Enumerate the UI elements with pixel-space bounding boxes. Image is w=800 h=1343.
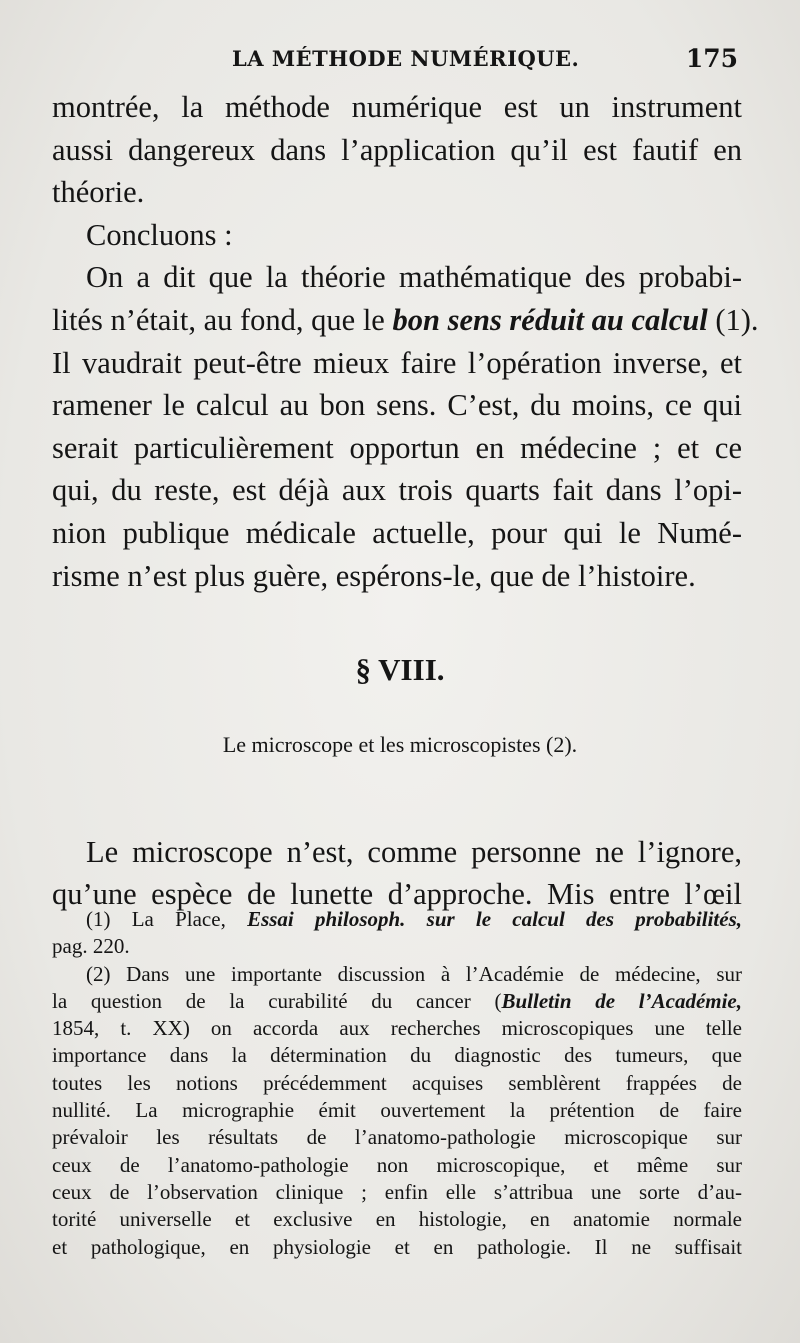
text-run: la question de la curabilité du cancer ( [52, 988, 502, 1013]
footnote-line: toutes les notions précédemment acquises semblèrent frappées de [52, 1070, 742, 1095]
text-run: lités n’était, au fond, que le [52, 302, 393, 337]
paragraph-4 [52, 831, 742, 916]
footnote-2 [52, 961, 742, 1261]
footnote-1 [52, 906, 742, 961]
footnote-line: nullité. La micrographie émit ouvertement la prétention de faire [52, 1098, 742, 1123]
running-title: LA MÉTHODE NUMÉRIQUE. [232, 46, 580, 71]
page-header [52, 46, 738, 80]
text-line: Il vaudrait peut-être mieux faire l’opération inverse, et [52, 345, 742, 380]
page-number: 175 [685, 44, 738, 73]
paragraph-2 [52, 214, 742, 257]
text-line: aussi dangereux dans l’application qu’il est fautif en [52, 132, 742, 167]
footnote-line: (2) Dans une importante discussion à l’Académie de médecine, sur [86, 961, 742, 986]
footnote-ref: (1). [707, 302, 759, 337]
main-text [52, 86, 759, 597]
footnote-line: torité universelle et exclusive en histologie, en anatomie normale [52, 1207, 742, 1232]
text-line: On a dit que la théorie mathématique des probabi- [86, 260, 742, 295]
text-line: risme n’est plus guère, espérons-le, que de l’histoire. [52, 558, 696, 593]
footnote-line [52, 988, 742, 1015]
text-line: théorie. [52, 175, 145, 210]
footnote-line: importance dans la détermination du diagnostic des tumeurs, que [52, 1043, 742, 1068]
section-heading: § VIII. [355, 652, 445, 687]
footnote-line: prévaloir les résultats de l’anatomo-pathologie microscopique sur [52, 1125, 742, 1150]
text-line: ramener le calcul au bon sens. C’est, du moins, ce qui [52, 388, 742, 423]
text-run: (1) La Place, [86, 907, 248, 931]
text-line: serait particulièrement opportun en médecine ; et ce [52, 430, 742, 465]
text-line: qui, du reste, est déjà aux trois quarts fait dans l’opi- [52, 473, 742, 508]
italic-phrase: bon sens réduit au calcul [392, 302, 708, 337]
text-line: qu’une espèce de lunette d’approche. Mis entre l’œil [52, 877, 742, 912]
footnote-line: et pathologique, en physiologie et en pathologie. Il ne suffisait [52, 1234, 742, 1259]
paragraph-1 [52, 86, 742, 214]
italic-title: Bulletin de l’Académie, [501, 988, 743, 1013]
footnote-line [52, 906, 742, 933]
section-subtitle: Le microscope et les microscopistes (2). [222, 732, 578, 757]
footnotes [52, 906, 742, 1261]
text-line: Concluons : [86, 217, 233, 252]
paragraph-3 [52, 256, 759, 597]
footnote-line: ceux de l’anatomo-pathologie non microscopique, et même sur [52, 1152, 742, 1177]
text-line: nion publique médicale actuelle, pour qui le Numé- [52, 515, 742, 550]
footnote-line: 1854, t. XX) on accorda aux recherches microscopiques une telle [52, 1016, 742, 1041]
italic-title: Essai philosoph. sur le calcul des probabilités, [247, 907, 742, 931]
footnote-line: ceux de l’observation clinique ; enfin elle s’attribua une sorte d’au- [52, 1179, 742, 1204]
text-line: Le microscope n’est, comme personne ne l’ignore, [86, 834, 742, 869]
text-line-with-italic [52, 299, 759, 342]
text-line: montrée, la méthode numérique est un instrument [52, 90, 742, 124]
footnote-line: pag. 220. [52, 934, 130, 959]
